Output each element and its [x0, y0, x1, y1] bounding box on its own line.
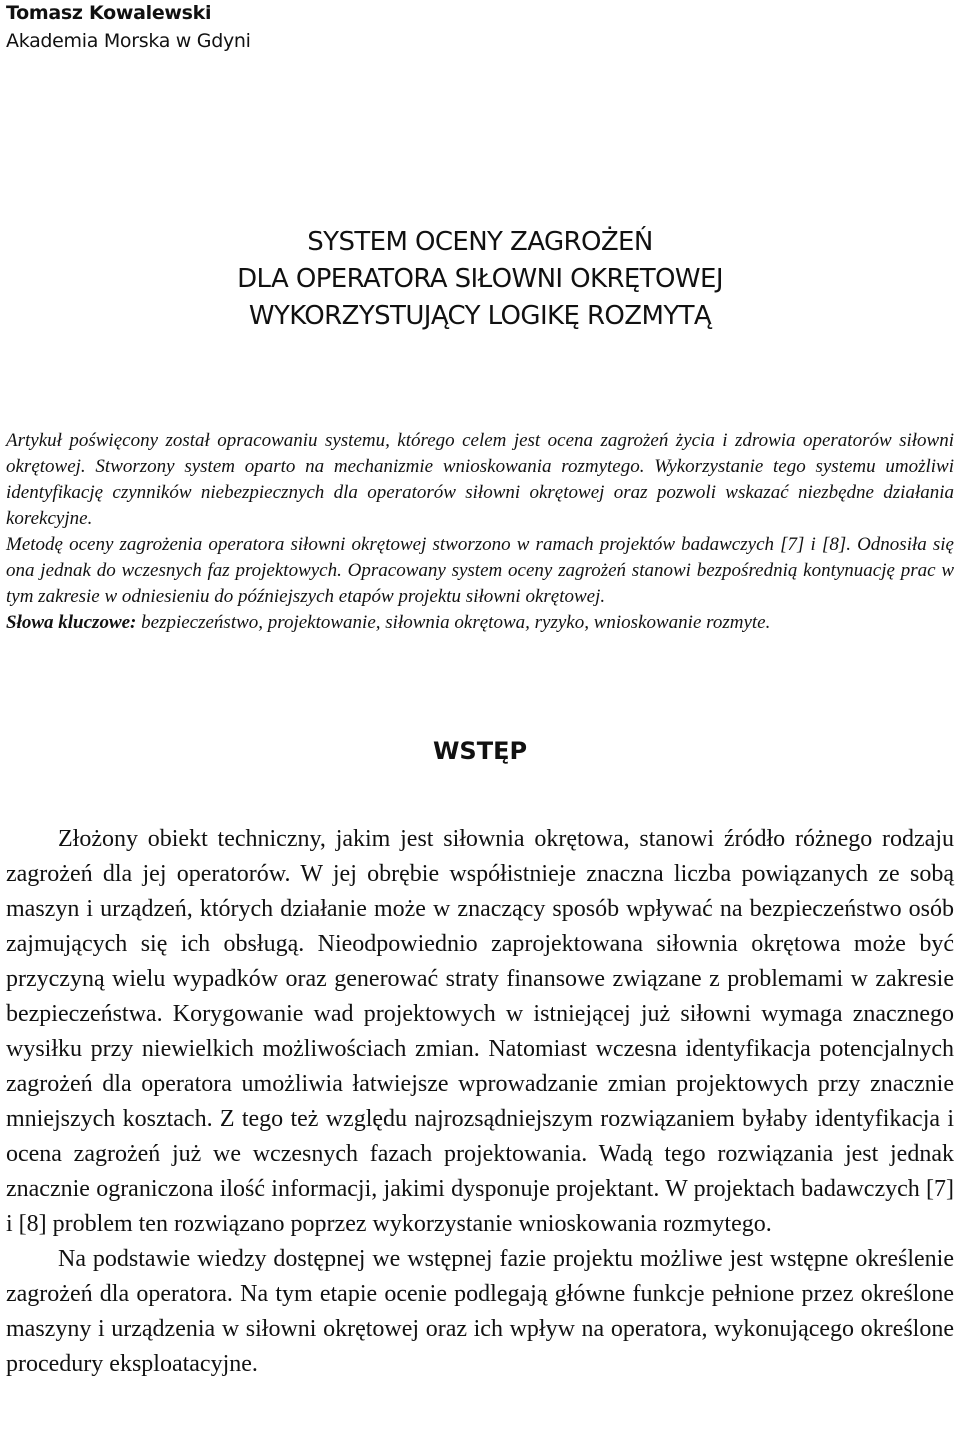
abstract-paragraph-2: Metodę oceny zagrożenia operatora siłowni okrętowej stworzono w ramach projektów badawczych [7] i [8]. Odnosiła się ona jednak do wczesnych faz projektowych. Opracowany system oceny zagrożeń stanowi bezpośrednią kontynuację prac w tym zakresie w odniesieniu do późniejszych etapów projektu siłowni okrętowej. — [6, 534, 954, 607]
keywords-list: bezpieczeństwo, projektowanie, siłownia okrętowa, ryzyko, wnioskowanie rozmyte. — [136, 612, 771, 633]
keywords — [6, 610, 954, 636]
section-body — [6, 822, 954, 1382]
abstract — [6, 428, 954, 636]
author-name: Tomasz Kowalewski — [6, 2, 212, 24]
body-paragraph-1: Złożony obiekt techniczny, jakim jest siłownia okrętowa, stanowi źródło różnego rodzaju zagrożeń dla jej operatorów. W jej obrębie współistnieje znaczna liczba powiązanych ze sobą maszyn i urządzeń, których działanie może w znaczący sposób wpływać na bezpieczeństwo osób zajmujących się ich obsługą. Nieodpowiednio zaprojektowana siłownia okrętowa może być przyczyną wielu wypadków oraz generować straty finansowe związane z problemami w zakresie bezpieczeństwa. Korygowanie wad projektowych w istniejącej już siłowni wymaga znacznego wysiłku przy niewielkich możliwościach zmian. Natomiast wczesna identyfikacja potencjalnych zagrożeń dla operatora umożliwia łatwiejsze wprowadzanie zmian projektowych przy znacznie mniejszych kosztach. Z tego też względu najrozsądniejszym rozwiązaniem byłaby identyfikacja i ocena zagrożeń już we wczesnych fazach projektowania. Wadą tego rozwiązania jest jednak znacznie ograniczona ilość informacji, jakimi dysponuje projektant. W projektach badawczych [7] i [8] problem ten rozwiązano poprzez wykorzystanie wnioskowania rozmytego. — [6, 826, 954, 1237]
keywords-label: Słowa kluczowe: — [6, 612, 137, 633]
abstract-paragraph-1: Artykuł poświęcony został opracowaniu systemu, którego celem jest ocena zagrożeń życia i zdrowia operatorów siłowni okrętowej. Stworzony system oparto na mechanizmie wnioskowania rozmytego. Wykorzystanie tego systemu umożliwi identyfikację czynników niebezpiecznych dla operatorów siłowni okrętowej oraz pozwoli wskazać niezbędne działania korekcyjne. — [6, 430, 954, 529]
title-line-1: SYSTEM OCENY ZAGROŻEŃ — [307, 227, 653, 257]
title-line-3: WYKORZYSTUJĄCY LOGIKĘ ROZMYTĄ — [248, 301, 712, 331]
body-paragraph-2: Na podstawie wiedzy dostępnej we wstępnej fazie projektu możliwe jest wstępne określenie zagrożeń dla operatora. Na tym etapie ocenie podlegają główne funkcje pełnione przez określone maszyny i urządzenia w siłowni okrętowej oraz ich wpływ na operatora, wykonującego określone procedury eksploatacyjne. — [6, 1246, 954, 1377]
title-line-2: DLA OPERATORA SIŁOWNI OKRĘTOWEJ — [237, 264, 723, 294]
paper-title — [0, 224, 960, 335]
section-heading: WSTĘP — [432, 737, 528, 765]
author-affiliation: Akademia Morska w Gdyni — [6, 30, 251, 52]
